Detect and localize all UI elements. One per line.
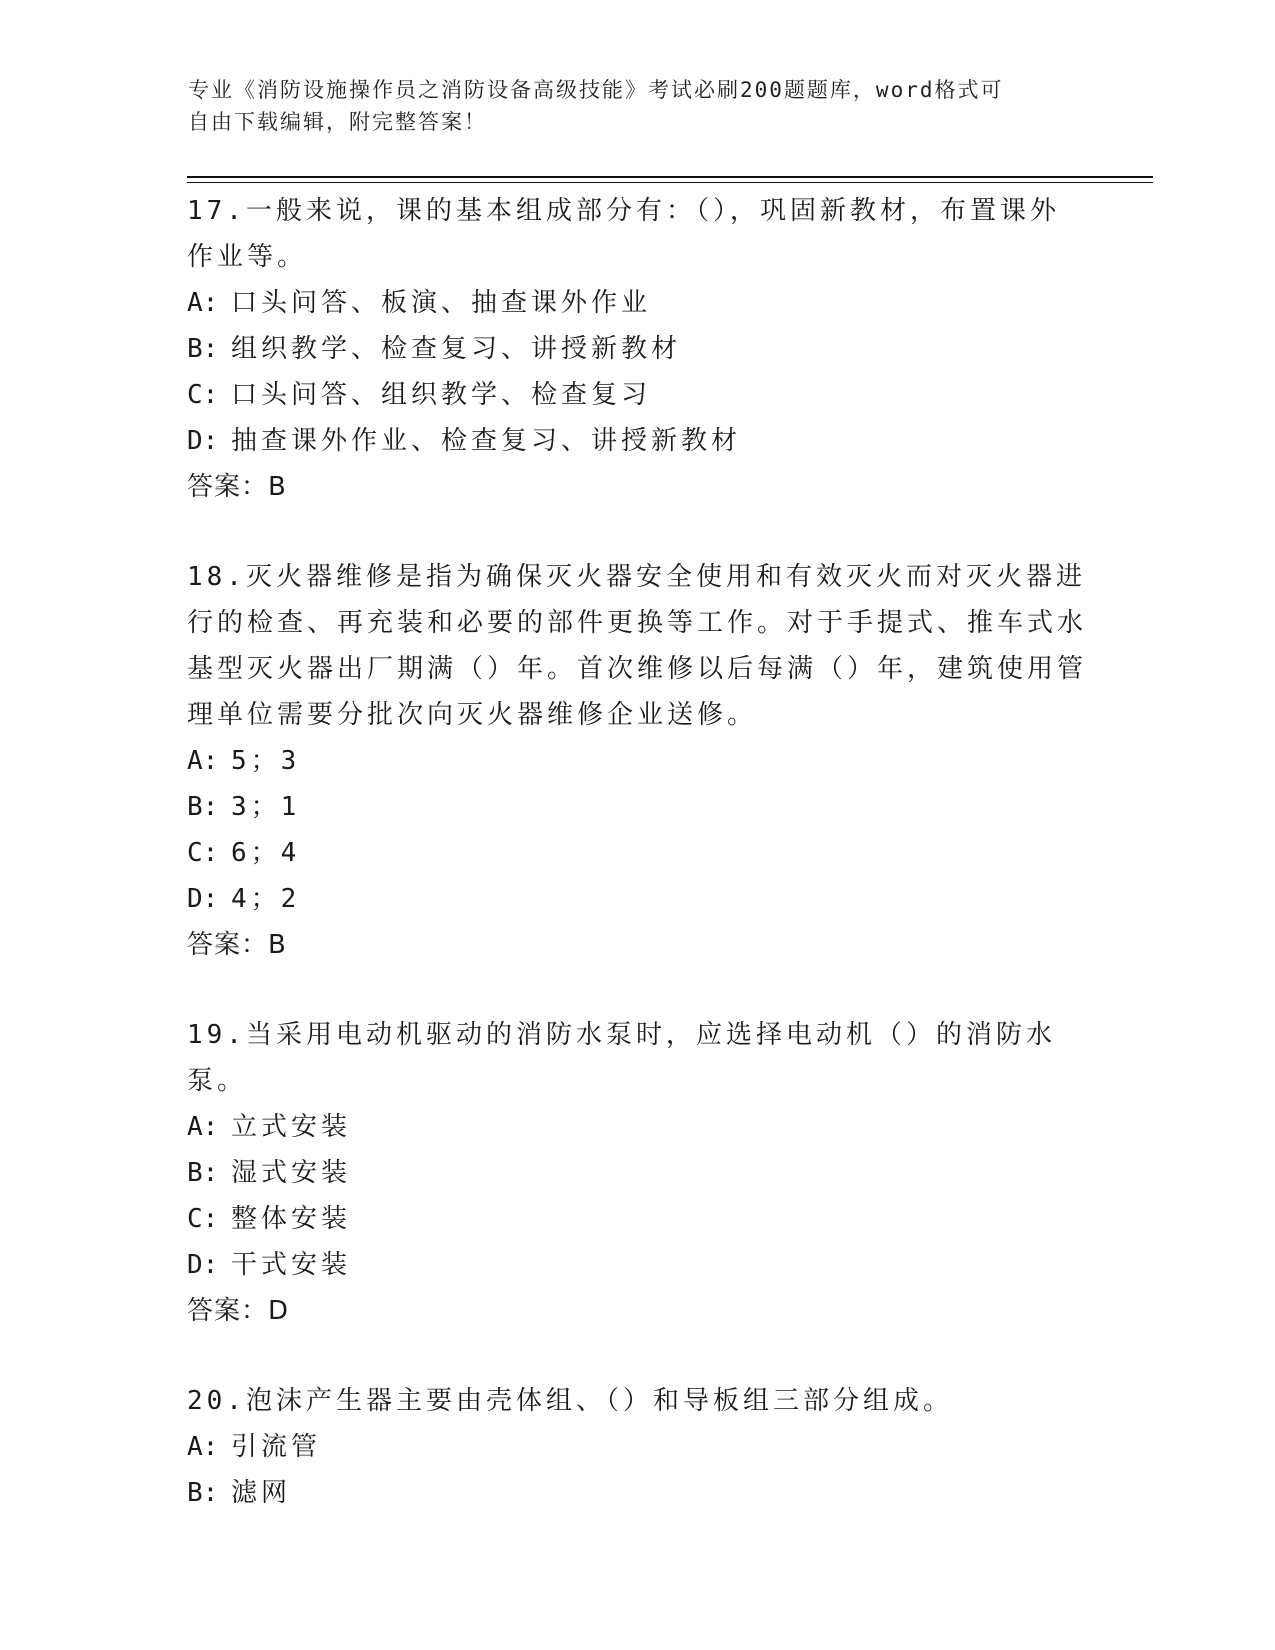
answer-line: 答案：D xyxy=(187,1296,290,1326)
option-letter: C: xyxy=(187,380,219,410)
option-text: 口头问答、组织教学、检查复习 xyxy=(231,380,652,410)
option-text: 湿式安装 xyxy=(231,1158,352,1188)
question-17 xyxy=(187,188,1087,510)
option-letter: B: xyxy=(187,334,219,364)
option-d xyxy=(187,418,1087,464)
question-stem: 19.当采用电动机驱动的消防水泵时，应选择电动机（）的消防水泵。 xyxy=(187,1020,1056,1096)
option-text: 口头问答、板演、抽查课外作业 xyxy=(231,288,652,318)
option-letter: D: xyxy=(187,884,219,914)
option-a xyxy=(187,1424,1087,1470)
question-stem: 20.泡沫产生器主要由壳体组、（）和导板组三部分组成。 xyxy=(187,1386,953,1416)
option-letter: A: xyxy=(187,288,219,318)
question-list xyxy=(187,188,1087,1560)
document-header xyxy=(188,74,1068,138)
option-d xyxy=(187,876,1087,922)
option-letter: B: xyxy=(187,1478,219,1508)
question-19 xyxy=(187,1012,1087,1334)
option-text: 4；2 xyxy=(231,884,301,914)
option-letter: D: xyxy=(187,426,219,456)
option-letter: C: xyxy=(187,1204,219,1234)
option-b xyxy=(187,1470,1087,1516)
option-c xyxy=(187,830,1087,876)
option-text: 整体安装 xyxy=(231,1204,352,1234)
option-letter: D: xyxy=(187,1250,219,1280)
question-stem: 18.灭火器维修是指为确保灭火器安全使用和有效灭火而对灭火器进行的检查、再充装和必要的部件更换等工作。对于手提式、推车式水基型灭火器出厂期满（）年。首次维修以后每满（）年，建筑使用管理单位需要分批次向灭火器维修企业送修。 xyxy=(187,562,1088,730)
option-letter: C: xyxy=(187,838,219,868)
option-c xyxy=(187,372,1087,418)
option-b xyxy=(187,1150,1087,1196)
option-letter: A: xyxy=(187,1432,219,1462)
option-text: 3；1 xyxy=(231,792,301,822)
option-a xyxy=(187,1104,1087,1150)
option-text: 抽查课外作业、检查复习、讲授新教材 xyxy=(231,426,742,456)
answer-line: 答案：B xyxy=(187,930,287,960)
option-c xyxy=(187,1196,1087,1242)
option-letter: B: xyxy=(187,1158,219,1188)
answer-line: 答案：B xyxy=(187,472,287,502)
option-text: 6；4 xyxy=(231,838,301,868)
option-b xyxy=(187,784,1087,830)
option-text: 组织教学、检查复习、讲授新教材 xyxy=(231,334,682,364)
option-text: 立式安装 xyxy=(231,1112,352,1142)
header-line-2: 自由下载编辑，附完整答案！ xyxy=(188,110,487,134)
option-a xyxy=(187,280,1087,326)
option-b xyxy=(187,326,1087,372)
option-text: 干式安装 xyxy=(231,1250,352,1280)
header-divider-thin xyxy=(187,182,1153,183)
option-d xyxy=(187,1242,1087,1288)
option-a xyxy=(187,738,1087,784)
question-18 xyxy=(187,554,1087,968)
option-letter: B: xyxy=(187,792,219,822)
question-20 xyxy=(187,1378,1087,1516)
option-text: 滤网 xyxy=(231,1478,292,1508)
option-letter: A: xyxy=(187,1112,219,1142)
option-text: 5；3 xyxy=(231,746,301,776)
header-line-1: 专业《消防设施操作员之消防设备高级技能》考试必刷200题题库，word格式可 xyxy=(188,78,1004,102)
option-text: 引流管 xyxy=(231,1432,322,1462)
option-letter: A: xyxy=(187,746,219,776)
question-stem: 17.一般来说，课的基本组成部分有：（），巩固新教材，布置课外作业等。 xyxy=(187,196,1060,272)
header-divider-thick xyxy=(187,176,1153,178)
